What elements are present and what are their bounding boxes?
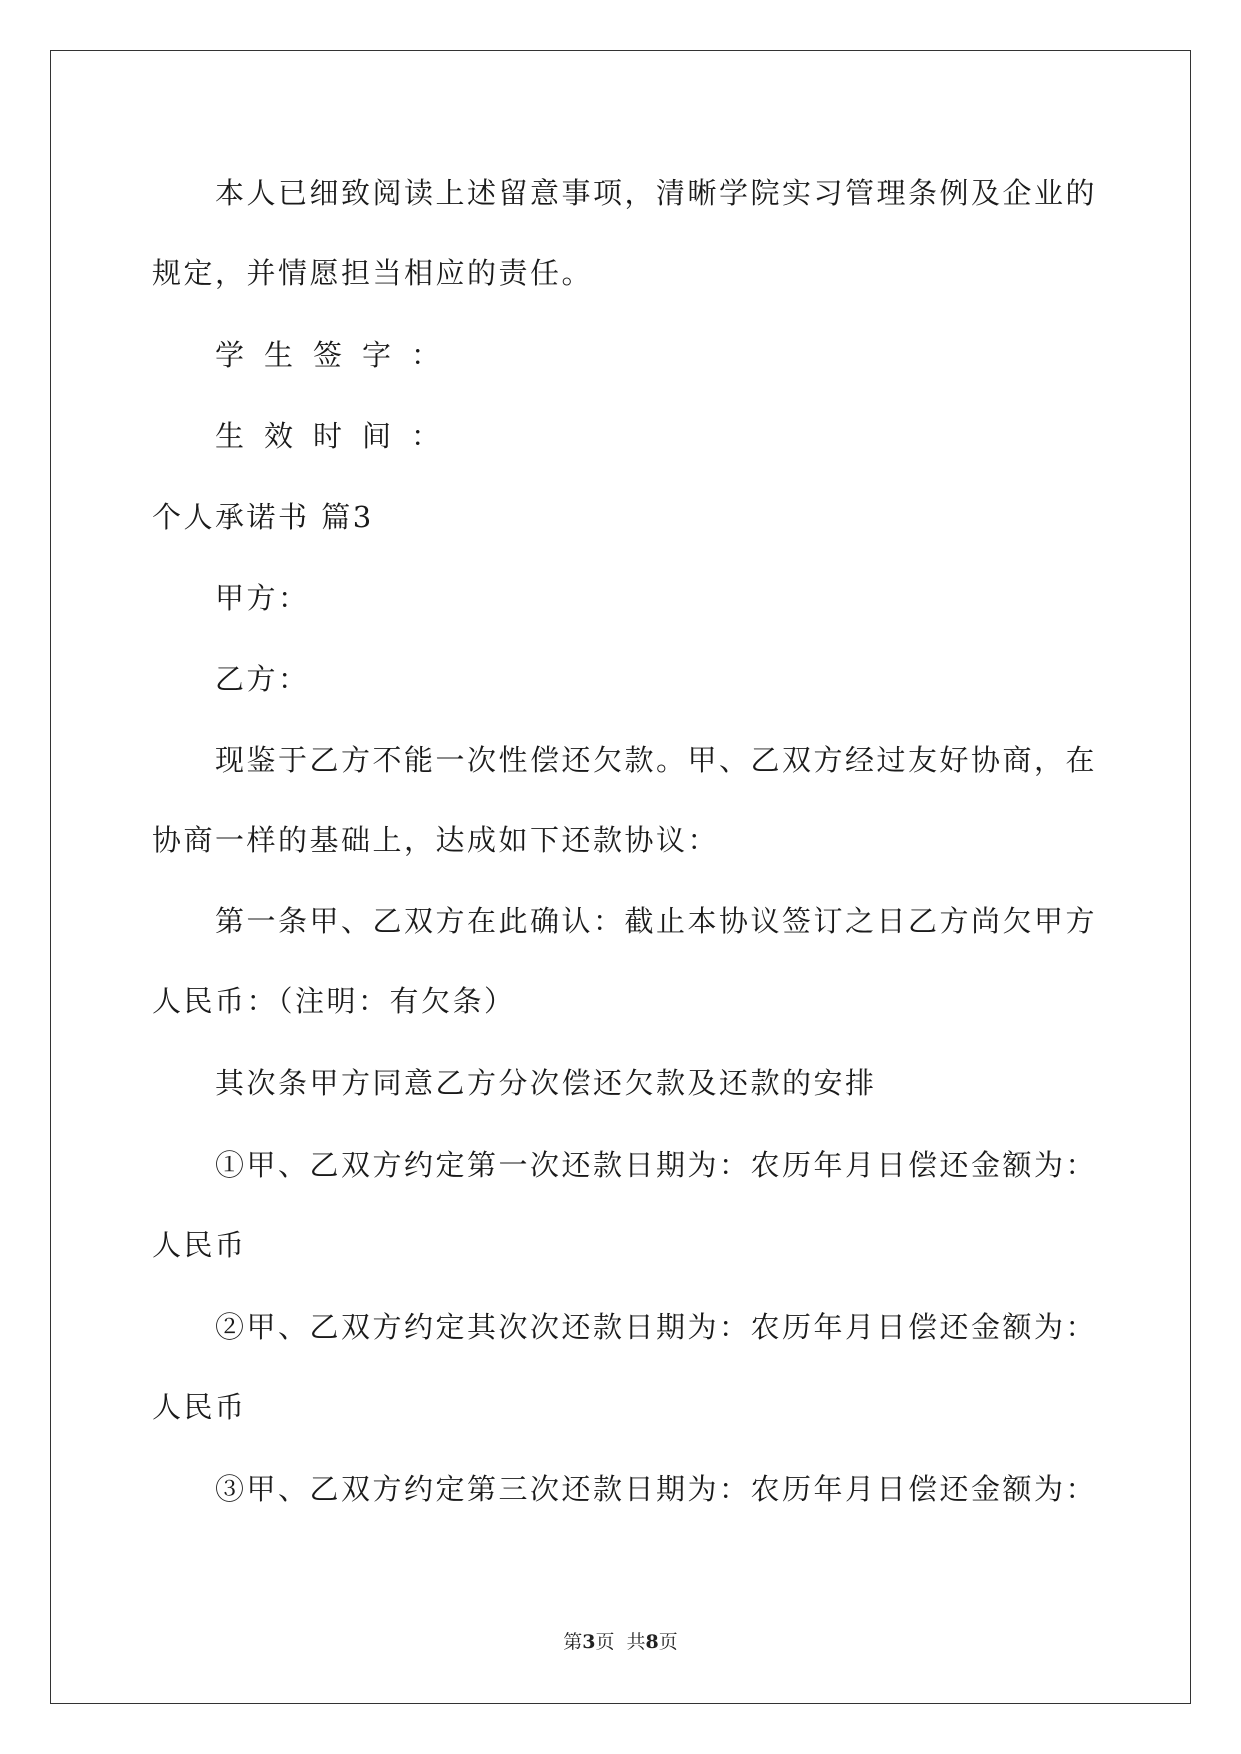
current-page-number: 3 — [582, 1631, 596, 1653]
paragraph-line: 协商一样的基础上，达成如下还款协议： — [152, 823, 720, 857]
section-heading: 个人承诺书 篇3 — [152, 500, 374, 534]
party-a-label: 甲方： — [215, 581, 310, 615]
paragraph-line: 第一条甲、乙双方在此确认：截止本协议签订之日乙方尚欠甲方 — [215, 904, 1098, 938]
paragraph-line: 规定，并情愿担当相应的责任。 — [152, 256, 594, 290]
paragraph-line: 人民币：（注明：有欠条） — [152, 984, 516, 1018]
footer-middle: 页 共 — [595, 1631, 646, 1653]
effective-time-label: 生效时间： — [215, 419, 461, 453]
paragraph-line: 人民币 — [152, 1390, 247, 1424]
list-item: ②甲、乙双方约定其次次还款日期为：农历年月日偿还金额为： — [215, 1310, 1098, 1344]
paragraph-line: 现鉴于乙方不能一次性偿还欠款。甲、乙双方经过友好协商，在 — [215, 743, 1098, 777]
footer-suffix: 页 — [658, 1631, 678, 1653]
total-page-number: 8 — [645, 1631, 659, 1653]
list-item: ③甲、乙双方约定第三次还款日期为：农历年月日偿还金额为： — [215, 1472, 1098, 1506]
paragraph-line: 人民币 — [152, 1228, 247, 1262]
page-footer — [0, 1630, 1241, 1654]
page-frame — [50, 50, 1191, 1704]
paragraph-line: 本人已细致阅读上述留意事项，清晰学院实习管理条例及企业的 — [215, 176, 1098, 210]
footer-prefix: 第 — [563, 1631, 583, 1653]
signature-label: 学生签字： — [215, 338, 461, 372]
paragraph-line: 其次条甲方同意乙方分次偿还欠款及还款的安排 — [215, 1066, 877, 1100]
party-b-label: 乙方： — [215, 662, 310, 696]
list-item: ①甲、乙双方约定第一次还款日期为：农历年月日偿还金额为： — [215, 1148, 1098, 1182]
